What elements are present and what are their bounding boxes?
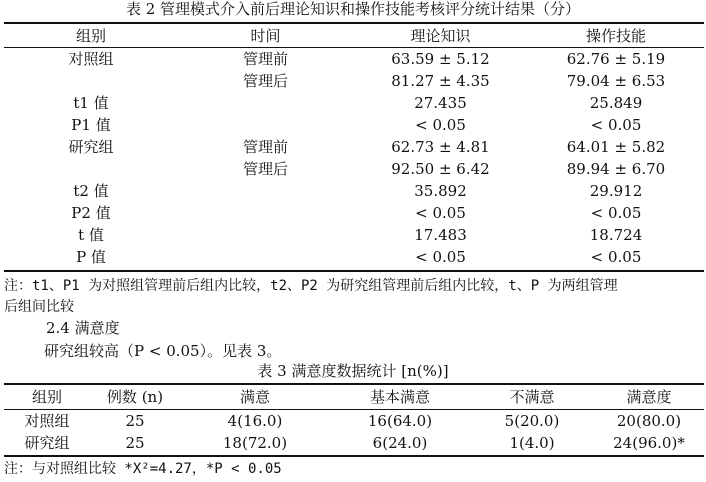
table-cell [178, 92, 353, 114]
table-row [4, 224, 704, 246]
table3-header [4, 386, 704, 408]
table-row [4, 48, 704, 70]
table-cell [178, 202, 353, 224]
table-cell: 18(72.0) [222, 434, 288, 452]
table-cell: P 值 [76, 248, 106, 266]
table3-body [4, 410, 704, 454]
table-cell: 64.01 ± 5.82 [566, 138, 666, 156]
table-cell: t 值 [78, 226, 104, 244]
table-row [4, 70, 704, 92]
table-cell: 25 [125, 412, 145, 430]
table-cell: 管理后 [242, 160, 288, 178]
table3-caption: 表 3 满意度数据统计 [n(%)] [257, 362, 449, 380]
table-cell: 16(64.0) [367, 412, 433, 430]
table-cell: 89.94 ± 6.70 [566, 160, 666, 178]
table-cell: 24(96.0)* [613, 434, 685, 452]
table-cell: 管理后 [242, 72, 288, 90]
table-cell: < 0.05 [590, 248, 642, 266]
table2-body [4, 48, 704, 268]
table3-header-cell: 组别 [31, 388, 62, 406]
table-cell: 管理前 [242, 138, 288, 156]
table-cell: 79.04 ± 6.53 [566, 72, 666, 90]
body-paragraph: 研究组较高（P < 0.05）。见表 3。 [44, 342, 282, 360]
table-cell: 81.27 ± 4.35 [391, 72, 490, 90]
table-cell: 5(20.0) [504, 412, 560, 430]
table-cell [4, 158, 178, 180]
table-cell: 25.849 [589, 94, 643, 112]
table3-header-cell: 基本满意 [369, 388, 430, 406]
table2-bottom-rule [4, 270, 704, 272]
table-row [4, 432, 704, 454]
table3-note: 注：与对照组比较 *X²=4.27，*P < 0.05 [4, 461, 282, 477]
table2-header-cell: 操作技能 [585, 27, 646, 45]
table-cell: 对照组 [68, 50, 114, 68]
table-row [4, 114, 704, 136]
table-cell: t1 值 [73, 94, 109, 112]
table-cell: < 0.05 [590, 204, 642, 222]
table-cell [178, 180, 353, 202]
table-cell [178, 224, 353, 246]
table-row [4, 92, 704, 114]
table2-header [4, 25, 704, 47]
table-cell: 研究组 [24, 434, 70, 452]
table-cell: < 0.05 [415, 204, 466, 222]
table-cell: 62.76 ± 5.19 [566, 50, 666, 68]
table-cell: 63.59 ± 5.12 [391, 50, 490, 68]
table-cell: 18.724 [589, 226, 643, 244]
table-cell: 4(16.0) [227, 412, 283, 430]
table-cell: 6(24.0) [372, 434, 428, 452]
table-cell: < 0.05 [590, 116, 642, 134]
table3-header-cell: 例数 (n) [106, 388, 164, 406]
table-cell: 35.892 [414, 182, 467, 200]
table2-header-cell: 理论知识 [410, 27, 471, 45]
table2-header-cell: 组别 [75, 27, 106, 45]
section-heading: 2.4 满意度 [46, 319, 120, 337]
table-cell: 研究组 [68, 138, 114, 156]
table2-caption: 表 2 管理模式介入前后理论知识和操作技能考核评分统计结果（分） [125, 0, 581, 18]
table-row [4, 410, 704, 432]
table-row [4, 202, 704, 224]
table-cell: 20(80.0) [616, 412, 682, 430]
table-cell: 25 [125, 434, 145, 452]
table3-header-cell: 满意度 [626, 388, 672, 406]
table-cell: P2 值 [71, 204, 111, 222]
table-cell: 17.483 [414, 226, 467, 244]
table-row [4, 158, 704, 180]
table-cell: 29.912 [589, 182, 643, 200]
table-cell [178, 114, 353, 136]
table-cell [178, 246, 353, 268]
table3-bottom-rule [4, 455, 704, 457]
table-cell: 92.50 ± 6.42 [391, 160, 490, 178]
table-cell: t2 值 [73, 182, 109, 200]
table2-top-rule [4, 22, 704, 24]
table-cell: < 0.05 [415, 248, 466, 266]
table2-note-line2: 后组间比较 [4, 299, 74, 315]
table-row [4, 136, 704, 158]
table3-top-rule [4, 383, 704, 385]
table-row [4, 180, 704, 202]
table-cell: P1 值 [71, 116, 111, 134]
table-cell: 1(4.0) [509, 434, 555, 452]
table-cell: 对照组 [24, 412, 70, 430]
table3-header-cell: 不满意 [509, 388, 555, 406]
table2-header-cell: 时间 [250, 27, 281, 45]
table-cell: 62.73 ± 4.81 [391, 138, 490, 156]
table-cell [4, 70, 178, 92]
table-cell: 管理前 [242, 50, 288, 68]
table-cell: < 0.05 [415, 116, 466, 134]
table2-note-line1: 注：t1、P1 为对照组管理前后组内比较，t2、P2 为研究组管理前后组内比较，t、P 为两组管理 [4, 278, 618, 294]
table-cell: 27.435 [414, 94, 467, 112]
table3-header-cell: 满意 [239, 388, 270, 406]
table-row [4, 246, 704, 268]
